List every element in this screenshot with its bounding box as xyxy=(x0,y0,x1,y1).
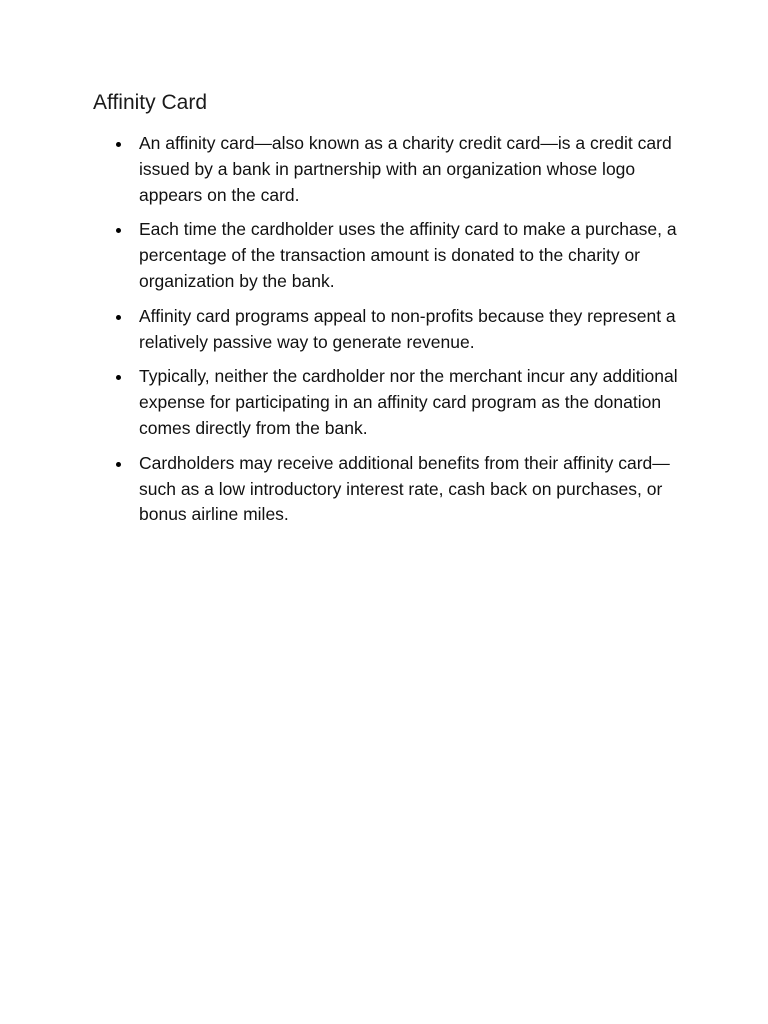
bullet-text: An affinity card—also known as a charity credit card—is a credit card issued by a bank in partnership with an organization whose logo appears on the card. xyxy=(139,133,672,205)
list-item xyxy=(0,217,768,294)
list-item xyxy=(0,304,768,356)
bullet-icon xyxy=(116,228,121,233)
bullet-icon xyxy=(116,315,121,320)
bullet-icon xyxy=(116,142,121,147)
list-item xyxy=(0,131,768,208)
bullet-list xyxy=(0,131,768,537)
list-item xyxy=(0,451,768,528)
bullet-icon xyxy=(116,375,121,380)
bullet-text: Typically, neither the cardholder nor the merchant incur any additional expense for participating in an affinity card program as the donation comes directly from the bank. xyxy=(139,366,678,438)
document-title: Affinity Card xyxy=(93,91,207,114)
bullet-text: Each time the cardholder uses the affinity card to make a purchase, a percentage of the transaction amount is donated to the charity or organization by the bank. xyxy=(139,219,677,291)
bullet-text: Affinity card programs appeal to non-profits because they represent a relatively passive way to generate revenue. xyxy=(139,305,676,352)
list-item xyxy=(0,364,768,441)
bullet-text: Cardholders may receive additional benefits from their affinity card—such as a low introductory interest rate, cash back on purchases, or bonus airline miles. xyxy=(139,452,670,525)
bullet-icon xyxy=(116,462,121,467)
